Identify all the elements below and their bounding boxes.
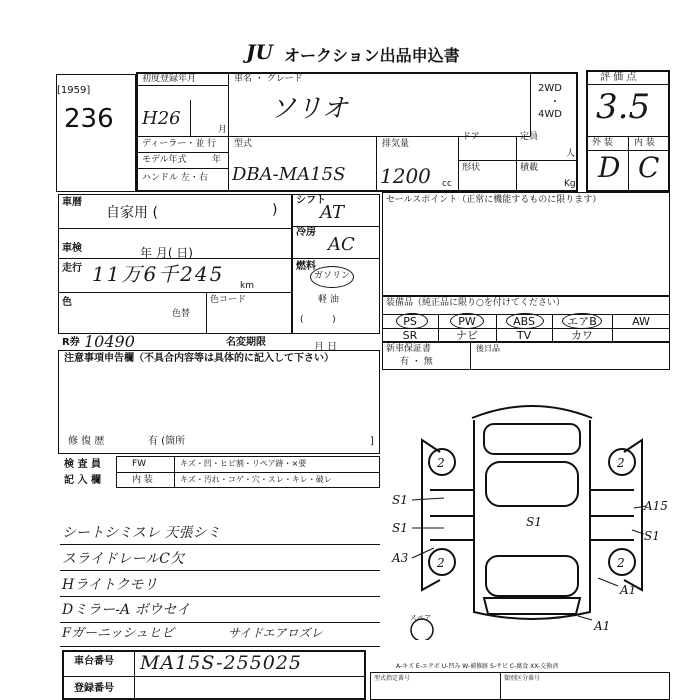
form-title: オークション出品申込書	[284, 46, 460, 65]
mark-a15: A15	[644, 499, 668, 513]
remark-1: シートシミスレ 天張シミ	[62, 525, 221, 541]
chassis-value: MA15S-255025	[140, 652, 303, 674]
mark-a3: A3	[392, 551, 409, 565]
notes-label: 注意事項申告欄（不具合内容等は具体的に記入して下さい）	[64, 353, 334, 364]
door-label: ドア	[462, 132, 480, 142]
drive-2wd: 2WD	[538, 83, 562, 94]
capacity-unit: 人	[566, 149, 576, 159]
car-tailgate	[484, 598, 580, 614]
inspector-interior: 内 装	[132, 475, 153, 485]
warranty-value: 有 ・ 無	[400, 357, 433, 367]
interior-grade: C	[638, 151, 660, 184]
mark-front-left: 2	[437, 456, 445, 470]
repair-close: ]	[370, 436, 374, 447]
remark-2: スライドレールC欠	[62, 551, 185, 567]
drive-dot: ・	[550, 97, 560, 108]
cc-unit: cc	[442, 179, 452, 189]
usage-close: )	[272, 202, 278, 218]
equip-leather: カワ	[571, 329, 593, 342]
ps-circle	[396, 313, 428, 329]
equipment-label: 装備品（純正品に限り○を付けてください）	[386, 298, 565, 308]
mark-a1-right: A1	[620, 583, 637, 597]
usage-value: 自家用 (	[106, 205, 158, 221]
first-reg-label: 初度登録年月	[142, 74, 197, 84]
capacity-label: 定員	[520, 132, 539, 142]
shift-label: シフト	[296, 195, 326, 206]
usage-label: 車暦	[62, 197, 82, 208]
fuel-paren: ( )	[300, 315, 336, 325]
car-cabin	[486, 462, 578, 506]
dealer-label: ディーラー・並 行	[142, 139, 217, 149]
ac-value: AC	[328, 234, 355, 255]
grade-value: 3.5	[596, 87, 651, 127]
shift-value: AT	[320, 202, 345, 223]
airbag-circle	[562, 313, 602, 329]
load-label: 積載	[520, 163, 539, 173]
exterior-label: 外 装	[592, 138, 613, 148]
drive-4wd: 4WD	[538, 109, 562, 120]
mileage-value: 11万6千245	[92, 262, 225, 286]
sales-point-label: セールスポイント（正常に機能するものに限ります）	[386, 195, 602, 205]
mark-rear-right: 2	[617, 556, 625, 570]
car-damage-diagram	[382, 380, 682, 640]
remark-3: Hライトクモリ	[62, 577, 158, 593]
model-value: DBA-MA15S	[232, 164, 346, 185]
remark-6: サイドエアロズレ	[228, 626, 323, 640]
warranty-label: 新車保証書	[386, 344, 432, 354]
shape-label: 形状	[462, 163, 481, 173]
shaken-label: 車検	[62, 243, 82, 254]
model-year-label: モデル年式	[142, 155, 187, 165]
sales-point-box	[382, 192, 670, 296]
equip-ps: PS	[403, 315, 417, 328]
after-label: 後日品	[476, 344, 500, 353]
displacement-value: 1200	[380, 164, 431, 188]
km-unit: km	[240, 281, 254, 291]
legend-sub1: 型式指定番号	[374, 675, 411, 682]
remark-4: Dミラー-A ボウセイ	[62, 602, 191, 618]
mark-a1-bottom: A1	[594, 619, 611, 633]
load-unit: Kg	[564, 179, 576, 189]
pw-circle	[450, 313, 484, 329]
fuel-label: 燃料	[296, 261, 316, 272]
damage-legend: A-キズ E-エクボ U-凹み W-補修跡 S-サビ C-腐食 XX-交換済	[396, 663, 559, 670]
mark-s1-center: S1	[526, 515, 542, 529]
mileage-label: 走行	[62, 263, 82, 274]
inspector-label: 検 査 員	[64, 459, 101, 470]
shaken-value: 年 月( 日)	[140, 246, 193, 260]
handle-label: ハンドル 左・右	[142, 173, 208, 183]
lot-code: [1959]	[57, 85, 91, 96]
chassis-label: 車台番号	[74, 656, 114, 667]
name-change-value: 月 日	[314, 342, 338, 353]
year-mark: 年	[212, 155, 222, 165]
repair-value: 有 (箇所	[148, 436, 186, 447]
lot-number: 236	[64, 104, 114, 134]
month-mark: 月	[218, 125, 228, 135]
name-change-label: 名変期限	[226, 337, 266, 348]
repair-label: 修 復 歴	[68, 436, 105, 447]
mark-s1-left-upper: S1	[392, 493, 408, 507]
color-change-label: 色替	[172, 309, 191, 319]
fuel-diesel: 軽 油	[318, 295, 339, 305]
recycle-label: R券	[62, 337, 80, 348]
car-hood	[484, 424, 580, 454]
color-code-label: 色コード	[210, 295, 247, 305]
inspector-codes-ext: キズ・凹・ヒビ割・リペア跡・×要	[180, 459, 307, 468]
mark-rear-left: 2	[437, 556, 445, 570]
first-reg-value: H26	[142, 108, 181, 129]
inspector-codes-int: キズ・汚れ・コゲ・穴・スレ・キレ・破レ	[180, 475, 332, 484]
model-label: 型式	[234, 139, 253, 149]
color-label: 色	[62, 297, 72, 308]
car-name-label: 車名 ・ グレード	[234, 74, 303, 84]
mark-s1-left-lower: S1	[392, 521, 408, 535]
recycle-value: 10490	[84, 332, 135, 351]
spare-tire	[411, 619, 433, 640]
equip-abs: ABS	[513, 315, 535, 328]
notes-box	[58, 350, 380, 454]
grade-label: 評 価 点	[600, 72, 637, 83]
abs-circle	[506, 313, 544, 329]
mark-s1-right: S1	[644, 529, 660, 543]
ju-logo: JU	[246, 40, 273, 64]
equip-sr: SR	[402, 329, 418, 342]
car-roof-outline	[472, 406, 592, 418]
remark-5: Fガーニッシュヒビ	[62, 626, 175, 641]
equip-aw: AW	[632, 315, 650, 328]
displacement-label: 排気量	[382, 139, 410, 149]
car-rear	[486, 556, 578, 596]
registration-label: 登録番号	[74, 683, 114, 694]
equip-airbag: エアB	[567, 315, 597, 328]
equip-tv: TV	[516, 329, 532, 342]
spare-label: スペア	[410, 614, 431, 622]
entry-label: 記 入 欄	[64, 475, 101, 486]
inspector-fw: FW	[132, 459, 147, 469]
ac-label: 冷房	[296, 227, 316, 238]
equip-navi: ナビ	[456, 329, 478, 342]
exterior-grade: D	[598, 151, 621, 184]
legend-sub2: 類別区分番号	[504, 675, 541, 682]
equip-pw: PW	[458, 315, 476, 328]
interior-label: 内 装	[634, 138, 655, 148]
fuel-value: ガソリン	[314, 271, 351, 281]
mark-front-right: 2	[617, 456, 625, 470]
car-name-value: ソリオ	[270, 94, 348, 124]
